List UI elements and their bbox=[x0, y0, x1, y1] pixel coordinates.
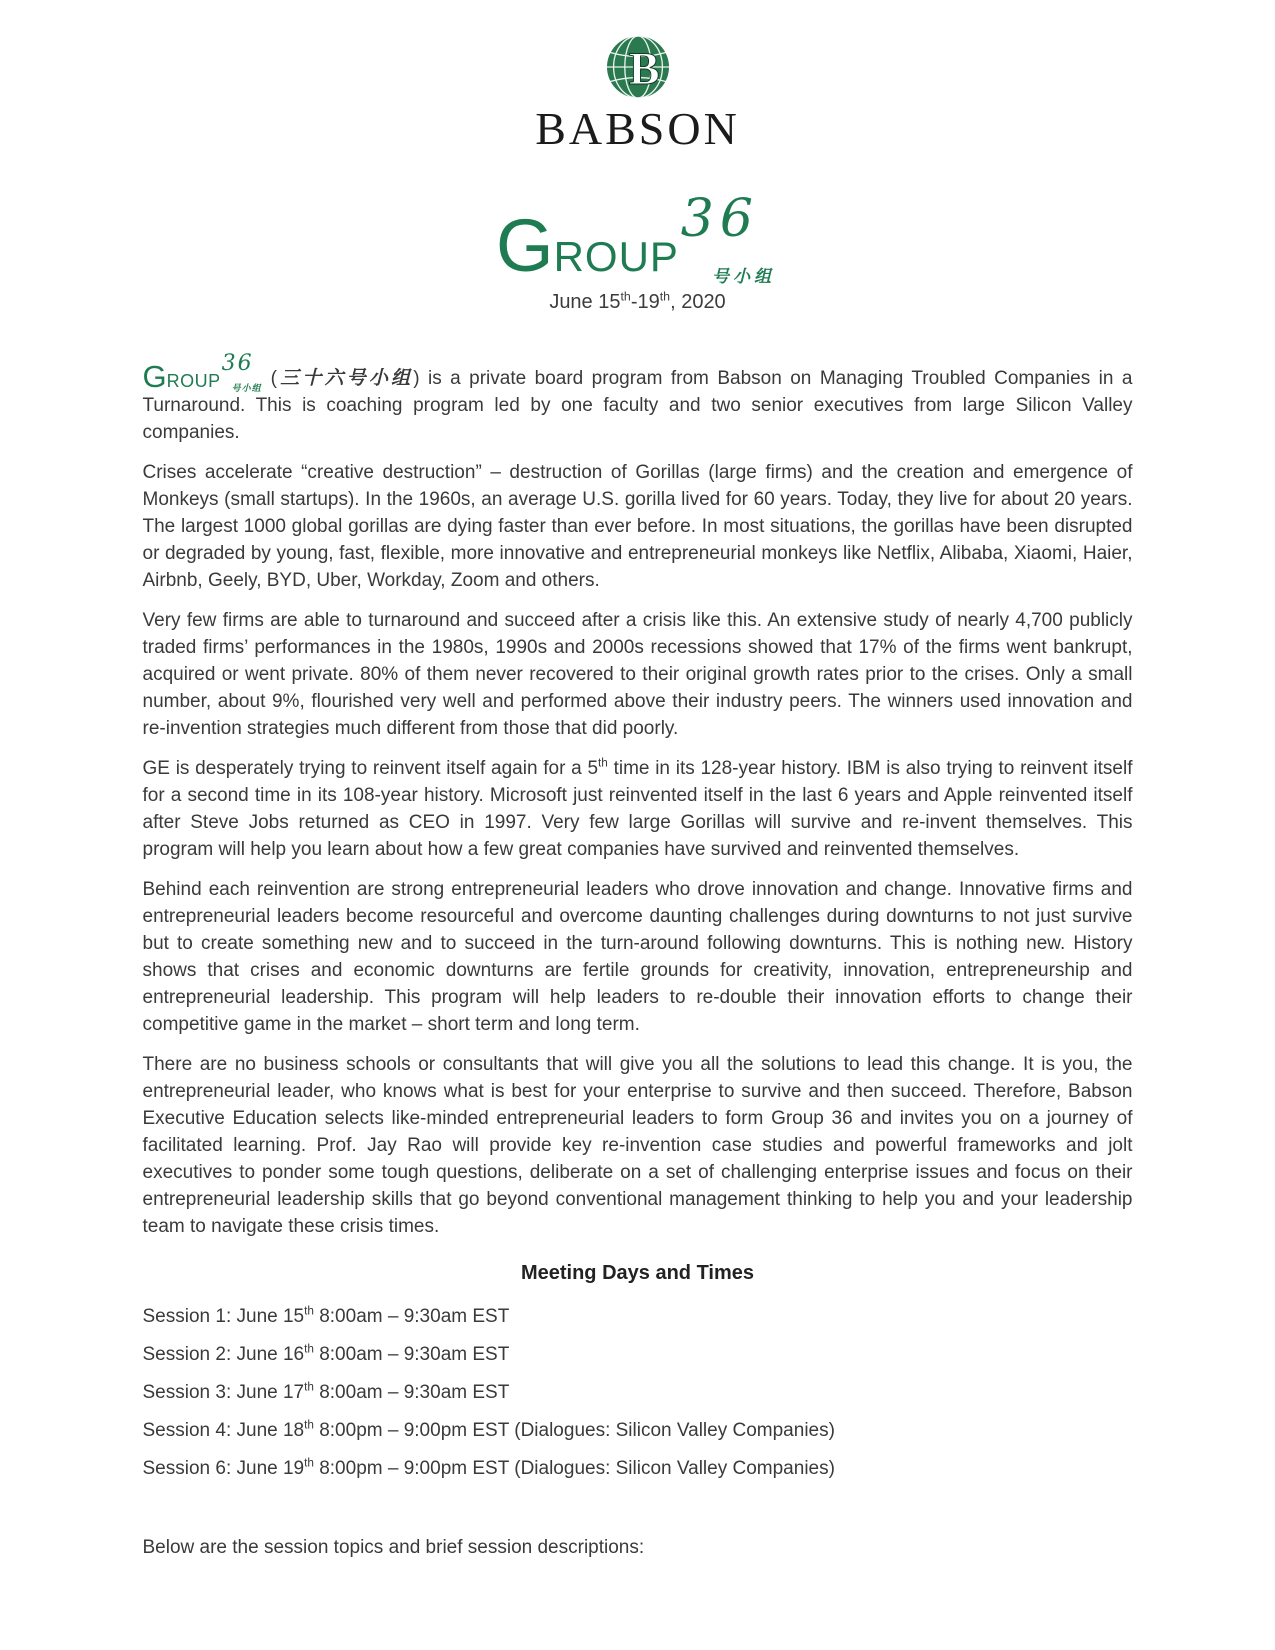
session-line-5 bbox=[143, 1455, 1133, 1482]
date-part: June 15 bbox=[549, 291, 621, 314]
date-part: -19 bbox=[630, 291, 660, 314]
session-line-2 bbox=[143, 1341, 1133, 1368]
ordinal-superscript: th bbox=[304, 1304, 314, 1318]
session-line-4 bbox=[143, 1417, 1133, 1444]
session-text: Session 6: June 19 bbox=[142, 1458, 305, 1480]
paragraph-entrepreneurial-leaders: Behind each reinvention are strong entrepreneurial leaders who drove innovation and change. Innovative firms and entrepreneurial leaders become resourceful and overcome daunting challenges during downturns to not just survive but to create something new and to succeed in the turn-around following downturns. This is nothing new. History shows that crises and economic downturns are fertile grounds for creativity, innovation, entrepreneurship and entrepreneurial leadership. This program will help leaders to re-double their innovation efforts to change their competitive game in the market – short term and long term. bbox=[142, 879, 1133, 1036]
session-text: Session 3: June 17 bbox=[142, 1382, 305, 1404]
paragraph-program-intro bbox=[142, 351, 1133, 446]
group36-inline-logo bbox=[142, 351, 265, 395]
session-topics-note: Below are the session topics and brief session descriptions: bbox=[142, 1537, 645, 1559]
group36-inline-number: 36 bbox=[221, 351, 254, 377]
paragraph-text: time in its 128-year history. IBM is also trying to reinvent itself for a second time in its 108-year history. Microsoft just reinvented itself in the last 6 years and Apple reinvented itself after Steve Jobs returned as CEO in 1997. Very few large Gorillas will survive and re-invent themselves. This program will help you learn about how a few great companies have survived and reinvented themselves. bbox=[142, 758, 1133, 861]
session-text: 8:00am – 9:30am EST bbox=[313, 1306, 510, 1328]
ordinal-superscript: th bbox=[304, 1418, 314, 1432]
session-text: 8:00am – 9:30am EST bbox=[313, 1344, 510, 1366]
meeting-days-heading: Meeting Days and Times bbox=[520, 1262, 755, 1285]
group36-inline-roup: ROUP bbox=[166, 371, 221, 392]
chinese-name: 三十六号小组 bbox=[276, 367, 414, 390]
group36-number: 36 bbox=[680, 189, 759, 250]
babson-wordmark: BABSON bbox=[535, 103, 740, 154]
group36-inline-letter-g: G bbox=[142, 359, 167, 395]
document-body bbox=[142, 351, 1133, 1561]
paragraph-reinvention-examples bbox=[143, 755, 1133, 863]
ordinal-superscript: th bbox=[304, 1380, 314, 1394]
session-text: 8:00pm – 9:00pm EST (Dialogues: Silicon Valley Companies) bbox=[313, 1420, 835, 1442]
babson-globe-letter: B bbox=[628, 43, 660, 95]
group36-letter-g: G bbox=[496, 204, 554, 288]
session-text: Session 1: June 15 bbox=[142, 1306, 305, 1328]
paragraph-text: GE is desperately trying to reinvent itself again for a 5 bbox=[142, 758, 599, 780]
group36-chinese: 号小组 bbox=[711, 267, 775, 287]
date-superscript: th bbox=[620, 289, 631, 304]
babson-logo bbox=[0, 0, 1275, 153]
session-list bbox=[143, 1303, 1133, 1482]
group36-inline-chinese: 号小组 bbox=[231, 383, 262, 394]
paragraph-babson-program: There are no business schools or consultants that will give you all the solutions to lead this change. It is you, the entrepreneurial leader, who knows what is best for your enterprise to survive and then succeed. Therefore, Babson Executive Education selects like-minded entrepreneurial leaders to form Group 36 and invites you on a journey of facilitated learning. Prof. Jay Rao will provide key re-invention case studies and powerful frameworks and jolt executives to ponder some tough questions, deliberate on a set of challenging enterprise issues and focus on their entrepreneurial leadership skills that go beyond conventional management thinking to help you and your leadership team to navigate these crisis times. bbox=[142, 1054, 1133, 1238]
ordinal-superscript: th bbox=[304, 1342, 314, 1356]
chinese-name-paren: ( bbox=[270, 368, 277, 390]
group36-logo-block bbox=[0, 189, 1275, 288]
ordinal-superscript: th bbox=[598, 756, 608, 770]
session-text: 8:00am – 9:30am EST bbox=[313, 1382, 510, 1404]
session-text: Session 4: June 18 bbox=[142, 1420, 305, 1442]
group36-roup: ROUP bbox=[553, 233, 679, 281]
session-text: Session 2: June 16 bbox=[142, 1344, 305, 1366]
document-header bbox=[0, 0, 1275, 314]
session-line-3 bbox=[143, 1379, 1133, 1406]
session-line-1 bbox=[143, 1303, 1133, 1330]
date-line bbox=[0, 291, 1275, 314]
ordinal-superscript: th bbox=[304, 1456, 314, 1470]
session-text: 8:00pm – 9:00pm EST (Dialogues: Silicon Valley Companies) bbox=[313, 1458, 835, 1480]
group36-logo bbox=[496, 189, 779, 288]
paragraph-turnaround-study: Very few firms are able to turnaround and succeed after a crisis like this. An extensive study of nearly 4,700 publicly traded firms’ performances in the 1980s, 1990s and 2000s recessions showed that 17% of the firms went bankrupt, acquired or went private. 80% of them never recovered to their original growth rates prior to the crises. Only a small number, about 9%, flourished very well and performed above their industry peers. The winners used innovation and re-invention strategies much different from those that did poorly. bbox=[142, 610, 1133, 740]
date-superscript: th bbox=[659, 289, 671, 304]
date-part: , 2020 bbox=[670, 291, 726, 314]
paragraph-creative-destruction: Crises accelerate “creative destruction” – destruction of Gorillas (large firms) and the creation and emergence of Monkeys (small startups). In the 1960s, an average U.S. gorilla lived for 60 years. Today, they live for about 20 years. The largest 1000 global gorillas are dying faster than ever before. In most situations, the gorillas have been disrupted or degraded by young, fast, flexible, more innovative and entrepreneurial monkeys like Netflix, Alibaba, Xiaomi, Haier, Airbnb, Geely, BYD, Uber, Workday, Zoom and others. bbox=[142, 462, 1133, 592]
babson-globe-icon bbox=[605, 34, 671, 100]
paragraph-text: ) is a private board program from Babson on Managing Troubled Companies in a Turnaround. This is coaching program led by one faculty and two senior executives from large Silicon Valley companies. bbox=[142, 368, 1133, 444]
